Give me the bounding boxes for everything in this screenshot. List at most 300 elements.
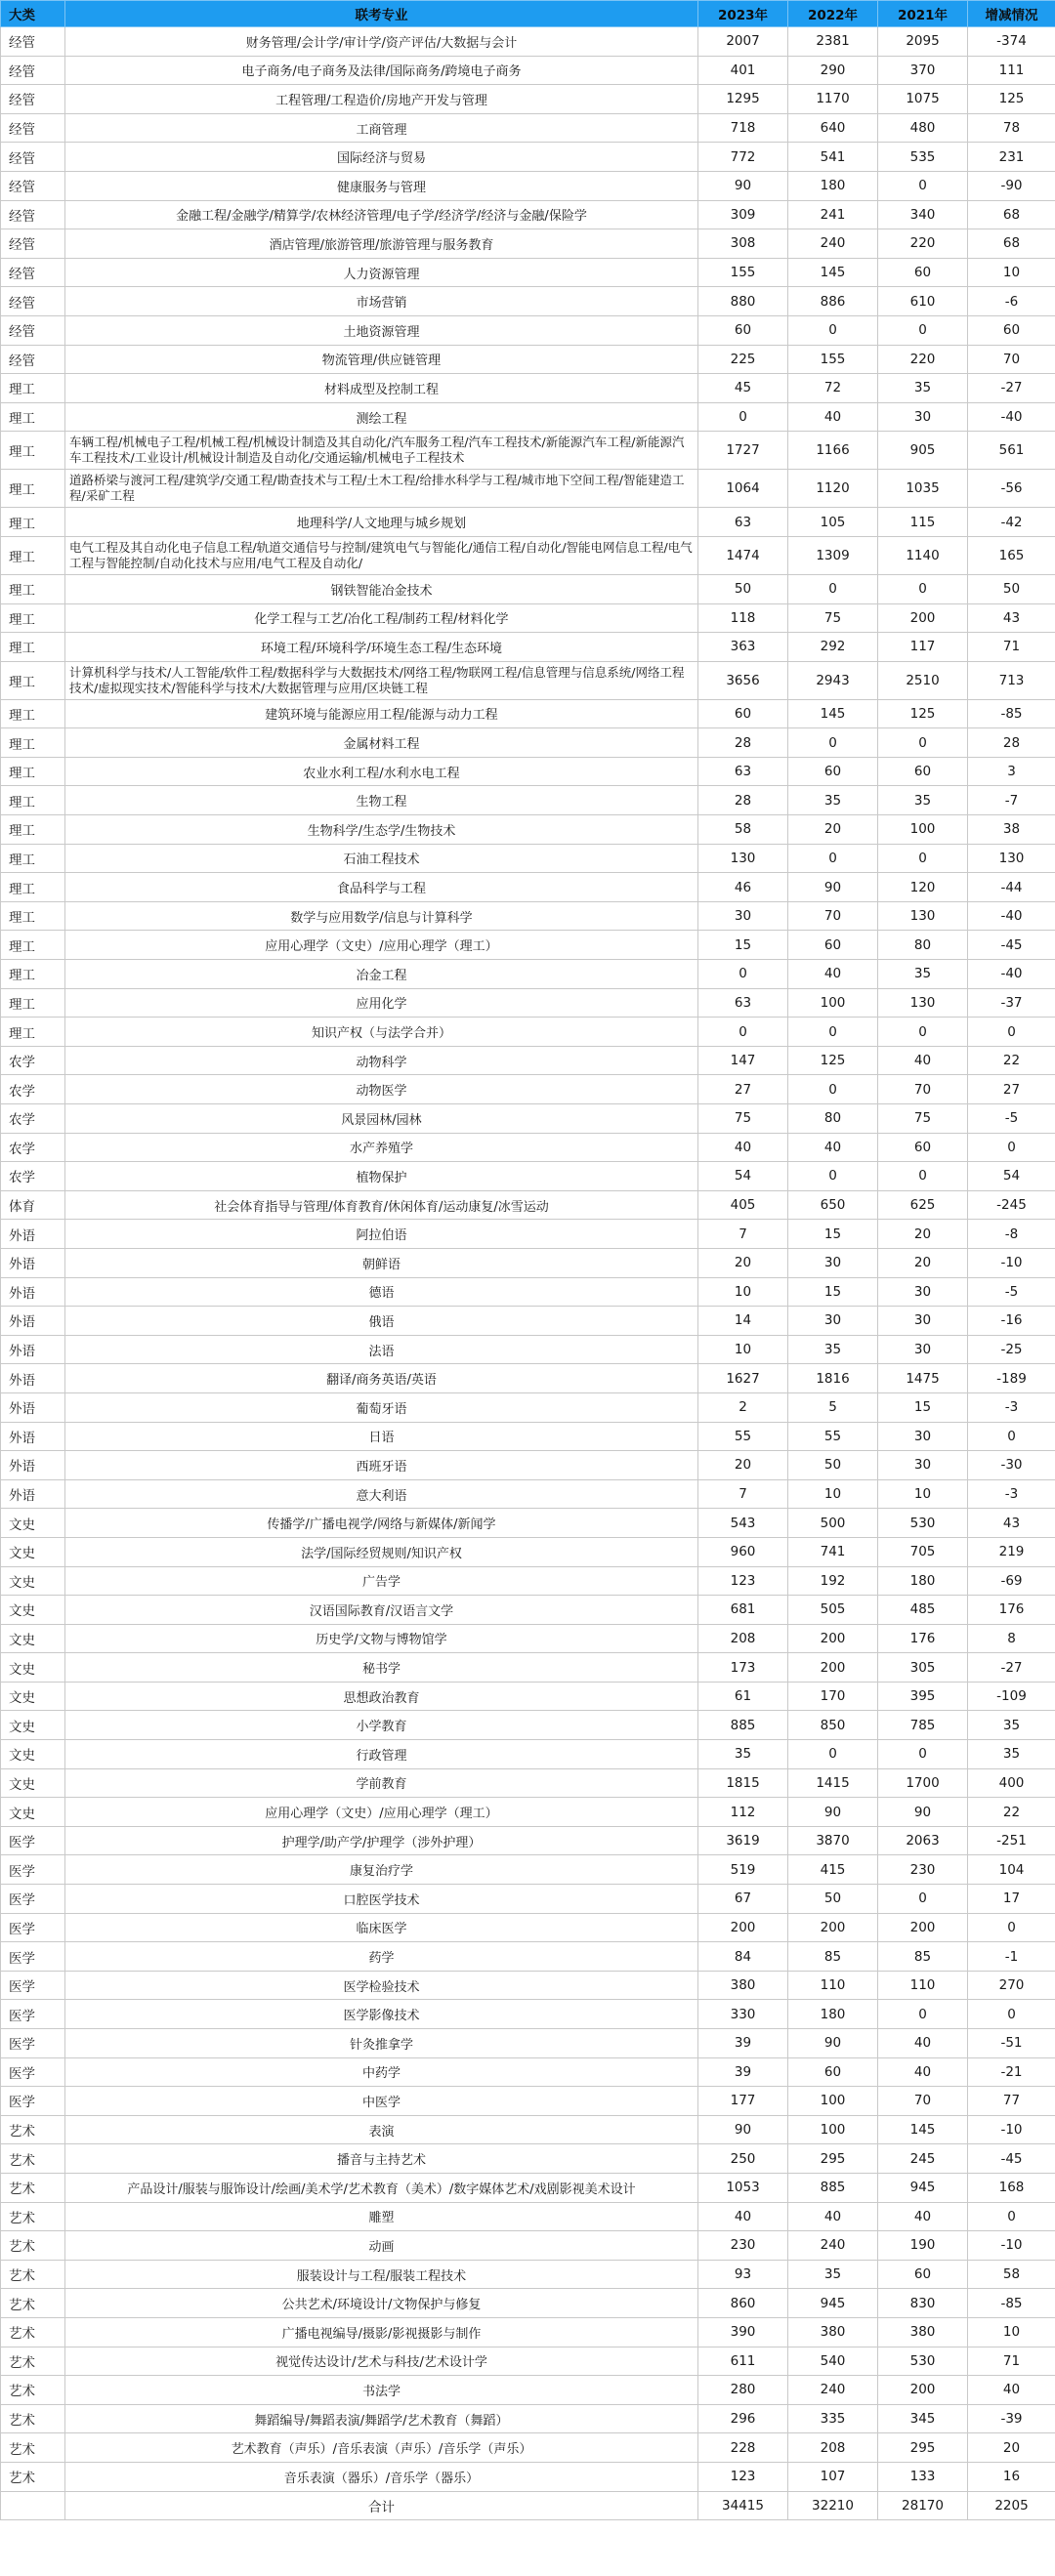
major-cell: 小学教育 xyxy=(65,1711,698,1740)
change-cell: 219 xyxy=(968,1537,1055,1566)
y2023-cell: 1064 xyxy=(698,470,788,508)
y2021-cell: 245 xyxy=(878,2144,968,2174)
major-cell: 冶金工程 xyxy=(65,960,698,989)
major-cell: 石油工程技术 xyxy=(65,844,698,873)
y2022-cell: 75 xyxy=(788,603,878,633)
table-row xyxy=(1,27,1055,57)
category-cell: 艺术 xyxy=(1,2289,65,2318)
change-cell: 0 xyxy=(968,2202,1055,2231)
y2021-cell: 40 xyxy=(878,1046,968,1075)
major-cell: 土地资源管理 xyxy=(65,315,698,345)
y2022-cell: 241 xyxy=(788,200,878,229)
change-cell: -10 xyxy=(968,1248,1055,1277)
table-row xyxy=(1,699,1055,728)
table-row xyxy=(1,1133,1055,1162)
y2023-cell: 208 xyxy=(698,1624,788,1653)
y2022-cell: 240 xyxy=(788,2376,878,2405)
category-cell: 医学 xyxy=(1,2057,65,2087)
category-cell: 理工 xyxy=(1,402,65,432)
major-cell: 朝鲜语 xyxy=(65,1248,698,1277)
category-cell: 外语 xyxy=(1,1277,65,1307)
y2022-cell: 105 xyxy=(788,508,878,537)
change-cell: 10 xyxy=(968,2317,1055,2347)
y2023-cell: 280 xyxy=(698,2376,788,2405)
major-cell: 法学/国际经贸规则/知识产权 xyxy=(65,1537,698,1566)
y2022-cell: 145 xyxy=(788,258,878,287)
y2023-cell: 405 xyxy=(698,1190,788,1220)
major-cell: 动物医学 xyxy=(65,1075,698,1104)
y2022-cell: 70 xyxy=(788,901,878,931)
y2022-cell: 2381 xyxy=(788,27,878,57)
y2022-cell: 505 xyxy=(788,1596,878,1625)
table-row xyxy=(1,1162,1055,1191)
y2022-cell: 170 xyxy=(788,1682,878,1711)
change-cell: 43 xyxy=(968,1509,1055,1538)
y2022-cell: 292 xyxy=(788,633,878,662)
y2021-cell: 945 xyxy=(878,2173,968,2202)
y2023-cell: 390 xyxy=(698,2317,788,2347)
y2022-cell: 125 xyxy=(788,1046,878,1075)
y2022-cell: 35 xyxy=(788,786,878,815)
y2022-cell: 40 xyxy=(788,960,878,989)
change-cell: -51 xyxy=(968,2029,1055,2058)
y2022-cell: 40 xyxy=(788,2202,878,2231)
y2021-cell: 370 xyxy=(878,56,968,85)
y2022-cell: 0 xyxy=(788,315,878,345)
y2023-cell: 35 xyxy=(698,1740,788,1769)
major-cell: 俄语 xyxy=(65,1307,698,1336)
major-cell: 计算机科学与技术/人工智能/软件工程/数据科学与大数据技术/网络工程/物联网工程/信息管理与信息系统/网络工程技术/虚拟现实技术/智能科学与技术/大数据管理与应用/区块链工程 xyxy=(65,661,698,699)
y2023-cell: 155 xyxy=(698,258,788,287)
table-row xyxy=(1,56,1055,85)
y2023-cell: 960 xyxy=(698,1537,788,1566)
y2023-cell: 39 xyxy=(698,2057,788,2087)
change-cell: 68 xyxy=(968,200,1055,229)
change-cell: -189 xyxy=(968,1364,1055,1393)
table-row xyxy=(1,1190,1055,1220)
change-cell: 78 xyxy=(968,113,1055,143)
y2021-cell: 0 xyxy=(878,315,968,345)
major-cell: 生物科学/生态学/生物技术 xyxy=(65,815,698,845)
change-cell: -10 xyxy=(968,2231,1055,2261)
major-cell: 药学 xyxy=(65,1942,698,1972)
major-cell: 农业水利工程/水利水电工程 xyxy=(65,757,698,786)
change-cell: -27 xyxy=(968,1653,1055,1683)
y2022-cell: 335 xyxy=(788,2404,878,2433)
category-cell: 医学 xyxy=(1,1913,65,1942)
major-cell: 葡萄牙语 xyxy=(65,1392,698,1422)
change-cell: -3 xyxy=(968,1392,1055,1422)
y2023-cell: 123 xyxy=(698,2462,788,2491)
category-cell: 艺术 xyxy=(1,2433,65,2463)
table-row xyxy=(1,633,1055,662)
y2023-cell: 10 xyxy=(698,1335,788,1364)
y2021-cell: 785 xyxy=(878,1711,968,1740)
major-cell: 法语 xyxy=(65,1335,698,1364)
change-cell: -69 xyxy=(968,1566,1055,1596)
category-cell: 艺术 xyxy=(1,2231,65,2261)
category-cell: 理工 xyxy=(1,603,65,633)
major-cell: 电气工程及其自动化电子信息工程/轨道交通信号与控制/建筑电气与智能化/通信工程/自动化/智能电网信息工程/电气工程与智能控制/自动化技术与应用/电气工程及自动化/ xyxy=(65,536,698,574)
y2021-cell: 190 xyxy=(878,2231,968,2261)
y2021-cell: 35 xyxy=(878,960,968,989)
y2021-cell: 125 xyxy=(878,699,968,728)
y2022-cell: 100 xyxy=(788,988,878,1018)
major-cell: 植物保护 xyxy=(65,1162,698,1191)
major-cell: 音乐表演（器乐）/音乐学（器乐） xyxy=(65,2462,698,2491)
change-cell: 713 xyxy=(968,661,1055,699)
y2023-cell: 63 xyxy=(698,988,788,1018)
change-cell: 104 xyxy=(968,1855,1055,1885)
change-cell: 0 xyxy=(968,1018,1055,1047)
y2022-cell: 100 xyxy=(788,2115,878,2144)
y2023-cell: 308 xyxy=(698,229,788,259)
y2021-cell: 1140 xyxy=(878,536,968,574)
y2021-cell: 625 xyxy=(878,1190,968,1220)
major-cell: 社会体育指导与管理/体育教育/休闲体育/运动康复/冰雪运动 xyxy=(65,1190,698,1220)
y2023-cell: 61 xyxy=(698,1682,788,1711)
change-cell: 35 xyxy=(968,1711,1055,1740)
change-cell: -6 xyxy=(968,287,1055,316)
change-cell: -45 xyxy=(968,2144,1055,2174)
y2021-cell: 70 xyxy=(878,2087,968,2116)
table-row xyxy=(1,1768,1055,1798)
y2022-cell: 945 xyxy=(788,2289,878,2318)
y2021-cell: 380 xyxy=(878,2317,968,2347)
y2021-cell: 830 xyxy=(878,2289,968,2318)
table-row xyxy=(1,1711,1055,1740)
y2023-cell: 10 xyxy=(698,1277,788,1307)
change-cell: 27 xyxy=(968,1075,1055,1104)
major-cell: 意大利语 xyxy=(65,1479,698,1509)
change-cell: 28 xyxy=(968,728,1055,758)
table-row xyxy=(1,844,1055,873)
change-cell: 20 xyxy=(968,2433,1055,2463)
y2021-cell: 295 xyxy=(878,2433,968,2463)
major-cell: 公共艺术/环境设计/文物保护与修复 xyxy=(65,2289,698,2318)
change-cell: 71 xyxy=(968,2347,1055,2376)
y2023-cell: 20 xyxy=(698,1451,788,1480)
table-row xyxy=(1,143,1055,172)
change-cell: 58 xyxy=(968,2260,1055,2289)
y2022-cell: 208 xyxy=(788,2433,878,2463)
table-row xyxy=(1,85,1055,114)
major-cell: 传播学/广播电视学/网络与新媒体/新闻学 xyxy=(65,1509,698,1538)
y2022-cell: 650 xyxy=(788,1190,878,1220)
major-cell: 表演 xyxy=(65,2115,698,2144)
y2023-cell: 772 xyxy=(698,143,788,172)
y2022-cell: 3870 xyxy=(788,1826,878,1855)
major-cell: 车辆工程/机械电子工程/机械工程/机械设计制造及其自动化/汽车服务工程/汽车工程技术/新能源汽车工程/新能源汽车工程技术/工业设计/机械设计制造及自动化/交通运输/机械电子工程技术 xyxy=(65,432,698,470)
category-cell: 医学 xyxy=(1,1971,65,2000)
change-cell: 130 xyxy=(968,844,1055,873)
total-row xyxy=(1,2491,1055,2520)
y2022-cell: 55 xyxy=(788,1422,878,1451)
table-row xyxy=(1,1220,1055,1249)
table-row xyxy=(1,1046,1055,1075)
y2022-cell: 1816 xyxy=(788,1364,878,1393)
y2022-cell: 180 xyxy=(788,2000,878,2029)
y2021-cell: 180 xyxy=(878,1566,968,1596)
major-cell: 口腔医学技术 xyxy=(65,1885,698,1914)
y2022-cell: 5 xyxy=(788,1392,878,1422)
y2022-cell: 30 xyxy=(788,1307,878,1336)
header-2021: 2021年 xyxy=(878,1,968,27)
table-row xyxy=(1,901,1055,931)
y2023-cell: 130 xyxy=(698,844,788,873)
y2021-cell: 535 xyxy=(878,143,968,172)
y2023-cell: 27 xyxy=(698,1075,788,1104)
y2022-cell: 180 xyxy=(788,171,878,200)
y2023-cell: 55 xyxy=(698,1422,788,1451)
y2023-cell: 40 xyxy=(698,2202,788,2231)
major-cell: 金融工程/金融学/精算学/农林经济管理/电子学/经济学/经济与金融/保险学 xyxy=(65,200,698,229)
table-row xyxy=(1,1596,1055,1625)
y2023-cell: 1815 xyxy=(698,1768,788,1798)
major-cell: 历史学/文物与博物馆学 xyxy=(65,1624,698,1653)
category-cell: 医学 xyxy=(1,1826,65,1855)
y2021-cell: 30 xyxy=(878,1422,968,1451)
table-row xyxy=(1,2404,1055,2433)
y2021-cell: 133 xyxy=(878,2462,968,2491)
table-row xyxy=(1,200,1055,229)
category-cell: 医学 xyxy=(1,2000,65,2029)
change-cell: 43 xyxy=(968,603,1055,633)
y2023-cell: 309 xyxy=(698,200,788,229)
y2021-cell: 60 xyxy=(878,258,968,287)
table-row xyxy=(1,2087,1055,2116)
y2022-cell: 885 xyxy=(788,2173,878,2202)
change-cell: -374 xyxy=(968,27,1055,57)
category-cell: 艺术 xyxy=(1,2347,65,2376)
category-cell: 理工 xyxy=(1,661,65,699)
major-cell: 应用心理学（文史）/应用心理学（理工） xyxy=(65,1798,698,1827)
y2023-cell: 860 xyxy=(698,2289,788,2318)
major-cell: 医学影像技术 xyxy=(65,2000,698,2029)
change-cell: 10 xyxy=(968,258,1055,287)
y2023-cell: 123 xyxy=(698,1566,788,1596)
y2021-cell: 0 xyxy=(878,171,968,200)
change-cell: -85 xyxy=(968,699,1055,728)
change-cell: 54 xyxy=(968,1162,1055,1191)
y2022-cell: 0 xyxy=(788,1018,878,1047)
change-cell: 22 xyxy=(968,1798,1055,1827)
major-cell: 视觉传达设计/艺术与科技/艺术设计学 xyxy=(65,2347,698,2376)
table-row xyxy=(1,432,1055,470)
change-cell: 8 xyxy=(968,1624,1055,1653)
table-row xyxy=(1,1364,1055,1393)
category-cell: 医学 xyxy=(1,1885,65,1914)
major-cell: 思想政治教育 xyxy=(65,1682,698,1711)
major-cell: 测绘工程 xyxy=(65,402,698,432)
y2021-cell: 60 xyxy=(878,1133,968,1162)
total-label: 合计 xyxy=(65,2491,698,2520)
y2022-cell: 0 xyxy=(788,1740,878,1769)
y2022-cell: 20 xyxy=(788,815,878,845)
table-row xyxy=(1,2289,1055,2318)
major-cell: 动画 xyxy=(65,2231,698,2261)
table-row xyxy=(1,574,1055,603)
table-row xyxy=(1,1277,1055,1307)
y2023-cell: 7 xyxy=(698,1220,788,1249)
category-cell: 理工 xyxy=(1,374,65,403)
change-cell: -37 xyxy=(968,988,1055,1018)
category-cell: 外语 xyxy=(1,1422,65,1451)
table-row xyxy=(1,1479,1055,1509)
category-cell: 文史 xyxy=(1,1682,65,1711)
table-row xyxy=(1,1624,1055,1653)
category-cell: 医学 xyxy=(1,2029,65,2058)
y2021-cell: 30 xyxy=(878,1307,968,1336)
y2023-cell: 60 xyxy=(698,315,788,345)
y2021-cell: 110 xyxy=(878,1971,968,2000)
category-cell: 经管 xyxy=(1,258,65,287)
y2021-cell: 200 xyxy=(878,603,968,633)
y2023-cell: 14 xyxy=(698,1307,788,1336)
y2023-cell: 60 xyxy=(698,699,788,728)
major-cell: 行政管理 xyxy=(65,1740,698,1769)
y2023-cell: 718 xyxy=(698,113,788,143)
y2021-cell: 30 xyxy=(878,402,968,432)
y2022-cell: 380 xyxy=(788,2317,878,2347)
major-cell: 电子商务/电子商务及法律/国际商务/跨境电子商务 xyxy=(65,56,698,85)
y2023-cell: 90 xyxy=(698,2115,788,2144)
y2021-cell: 530 xyxy=(878,2347,968,2376)
change-cell: -251 xyxy=(968,1826,1055,1855)
y2023-cell: 90 xyxy=(698,171,788,200)
y2021-cell: 220 xyxy=(878,345,968,374)
y2023-cell: 28 xyxy=(698,786,788,815)
table-row xyxy=(1,2029,1055,2058)
table-row xyxy=(1,661,1055,699)
table-row xyxy=(1,229,1055,259)
y2023-cell: 228 xyxy=(698,2433,788,2463)
table-row xyxy=(1,2144,1055,2174)
change-cell: 176 xyxy=(968,1596,1055,1625)
y2023-cell: 177 xyxy=(698,2087,788,2116)
category-cell: 医学 xyxy=(1,1942,65,1972)
major-cell: 地理科学/人文地理与城乡规划 xyxy=(65,508,698,537)
change-cell: 0 xyxy=(968,1133,1055,1162)
category-cell: 经管 xyxy=(1,143,65,172)
y2022-cell: 90 xyxy=(788,1798,878,1827)
table-row xyxy=(1,315,1055,345)
y2021-cell: 0 xyxy=(878,844,968,873)
change-cell: -44 xyxy=(968,873,1055,902)
y2021-cell: 200 xyxy=(878,2376,968,2405)
y2021-cell: 2063 xyxy=(878,1826,968,1855)
category-cell: 艺术 xyxy=(1,2462,65,2491)
major-cell: 健康服务与管理 xyxy=(65,171,698,200)
table-row xyxy=(1,1537,1055,1566)
table-row xyxy=(1,988,1055,1018)
change-cell: 40 xyxy=(968,2376,1055,2405)
y2022-cell: 90 xyxy=(788,2029,878,2058)
major-cell: 酒店管理/旅游管理/旅游管理与服务教育 xyxy=(65,229,698,259)
category-cell: 农学 xyxy=(1,1046,65,1075)
table-row xyxy=(1,2260,1055,2289)
y2021-cell: 90 xyxy=(878,1798,968,1827)
category-cell: 理工 xyxy=(1,901,65,931)
y2022-cell: 192 xyxy=(788,1566,878,1596)
category-cell: 经管 xyxy=(1,200,65,229)
y2023-cell: 1295 xyxy=(698,85,788,114)
y2022-cell: 541 xyxy=(788,143,878,172)
y2023-cell: 296 xyxy=(698,2404,788,2433)
y2021-cell: 2095 xyxy=(878,27,968,57)
major-cell: 工程管理/工程造价/房地产开发与管理 xyxy=(65,85,698,114)
y2021-cell: 1075 xyxy=(878,85,968,114)
y2023-cell: 40 xyxy=(698,1133,788,1162)
major-cell: 护理学/助产学/护理学（涉外护理） xyxy=(65,1826,698,1855)
category-cell: 文史 xyxy=(1,1509,65,1538)
table-row xyxy=(1,1740,1055,1769)
major-cell: 材料成型及控制工程 xyxy=(65,374,698,403)
y2021-cell: 2510 xyxy=(878,661,968,699)
header-2023: 2023年 xyxy=(698,1,788,27)
change-cell: 70 xyxy=(968,345,1055,374)
y2022-cell: 60 xyxy=(788,757,878,786)
y2021-cell: 30 xyxy=(878,1335,968,1364)
y2022-cell: 0 xyxy=(788,1075,878,1104)
y2022-cell: 50 xyxy=(788,1885,878,1914)
y2021-cell: 80 xyxy=(878,931,968,960)
y2021-cell: 60 xyxy=(878,2260,968,2289)
y2022-cell: 741 xyxy=(788,1537,878,1566)
table-row xyxy=(1,1826,1055,1855)
y2021-cell: 100 xyxy=(878,815,968,845)
y2022-cell: 0 xyxy=(788,574,878,603)
major-cell: 中药学 xyxy=(65,2057,698,2087)
category-cell: 艺术 xyxy=(1,2144,65,2174)
y2023-cell: 519 xyxy=(698,1855,788,1885)
major-cell: 广播电视编导/摄影/影视摄影与制作 xyxy=(65,2317,698,2347)
table-row xyxy=(1,2057,1055,2087)
category-cell: 外语 xyxy=(1,1335,65,1364)
y2023-cell: 3656 xyxy=(698,661,788,699)
y2022-cell: 1309 xyxy=(788,536,878,574)
change-cell: 0 xyxy=(968,2000,1055,2029)
category-cell: 经管 xyxy=(1,345,65,374)
table-row xyxy=(1,815,1055,845)
y2021-cell: 0 xyxy=(878,1885,968,1914)
y2022-cell: 0 xyxy=(788,1162,878,1191)
y2022-cell: 500 xyxy=(788,1509,878,1538)
table-row xyxy=(1,2115,1055,2144)
y2022-cell: 1120 xyxy=(788,470,878,508)
y2022-cell: 850 xyxy=(788,1711,878,1740)
y2021-cell: 905 xyxy=(878,432,968,470)
y2023-cell: 75 xyxy=(698,1104,788,1134)
y2022-cell: 1166 xyxy=(788,432,878,470)
major-cell: 人力资源管理 xyxy=(65,258,698,287)
y2023-cell: 39 xyxy=(698,2029,788,2058)
category-cell: 理工 xyxy=(1,815,65,845)
y2023-cell: 250 xyxy=(698,2144,788,2174)
change-cell: 22 xyxy=(968,1046,1055,1075)
y2022-cell: 145 xyxy=(788,699,878,728)
table-row xyxy=(1,1509,1055,1538)
header-row xyxy=(1,1,1055,27)
y2021-cell: 145 xyxy=(878,2115,968,2144)
change-cell: -39 xyxy=(968,2404,1055,2433)
y2022-cell: 107 xyxy=(788,2462,878,2491)
total-2022: 32210 xyxy=(788,2491,878,2520)
y2023-cell: 1053 xyxy=(698,2173,788,2202)
category-cell: 文史 xyxy=(1,1566,65,1596)
y2022-cell: 295 xyxy=(788,2144,878,2174)
header-2022: 2022年 xyxy=(788,1,878,27)
